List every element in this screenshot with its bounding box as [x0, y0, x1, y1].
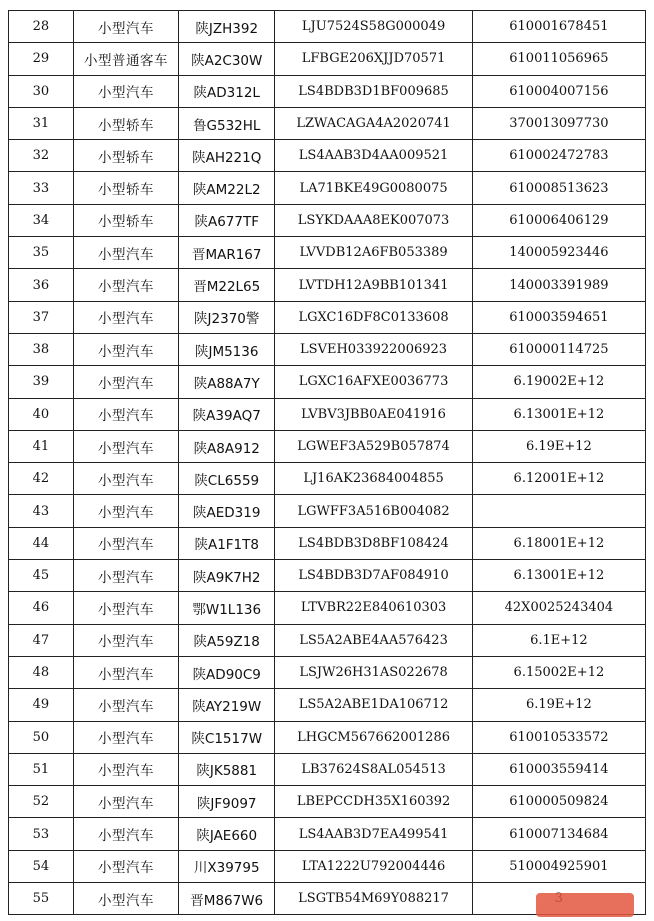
plate-number-cell: 陕A1F1T8 — [179, 527, 275, 559]
vin-cell: LS5A2ABE4AA576423 — [275, 624, 472, 656]
vehicle-type-cell: 小型汽车 — [73, 818, 178, 850]
plate-number-cell: 陕A677TF — [179, 204, 275, 236]
plate-number-cell: 陕AD90C9 — [179, 656, 275, 688]
table-row — [9, 495, 646, 527]
table-row — [9, 430, 646, 462]
table-row — [9, 463, 646, 495]
row-number-cell: 34 — [9, 204, 74, 236]
row-number-cell: 51 — [9, 753, 74, 785]
id-number-cell: 610003559414 — [472, 753, 645, 785]
id-number-cell: 610003594651 — [472, 301, 645, 333]
vin-cell: LA71BKE49G0080075 — [275, 172, 472, 204]
vehicle-type-cell: 小型轿车 — [73, 204, 178, 236]
plate-number-cell: 陕A88A7Y — [179, 366, 275, 398]
row-number-cell: 45 — [9, 560, 74, 592]
row-number-cell: 44 — [9, 527, 74, 559]
vehicle-type-cell: 小型汽车 — [73, 753, 178, 785]
table-row — [9, 721, 646, 753]
row-number-cell: 30 — [9, 75, 74, 107]
plate-number-cell: 陕JF9097 — [179, 786, 275, 818]
vin-cell: LS4BDB3D7AF084910 — [275, 560, 472, 592]
table-row — [9, 560, 646, 592]
table-row — [9, 204, 646, 236]
table-row — [9, 301, 646, 333]
row-number-cell: 53 — [9, 818, 74, 850]
vehicle-type-cell: 小型轿车 — [73, 140, 178, 172]
plate-number-cell: 陕AH221Q — [179, 140, 275, 172]
row-number-cell: 50 — [9, 721, 74, 753]
table-row — [9, 689, 646, 721]
row-number-cell: 52 — [9, 786, 74, 818]
id-number-cell: 610006406129 — [472, 204, 645, 236]
vin-cell: LBEPCCDH35X160392 — [275, 786, 472, 818]
vehicle-type-cell: 小型汽车 — [73, 237, 178, 269]
id-number-cell: 6.19002E+12 — [472, 366, 645, 398]
id-number-cell: 6.1E+12 — [472, 624, 645, 656]
table-row — [9, 850, 646, 882]
id-number-cell: 610002472783 — [472, 140, 645, 172]
plate-number-cell: 陕JK5881 — [179, 753, 275, 785]
vin-cell: LGXC16AFXE0036773 — [275, 366, 472, 398]
vehicle-type-cell: 小型汽车 — [73, 398, 178, 430]
id-number-cell: 6.18001E+12 — [472, 527, 645, 559]
id-number-cell: 140005923446 — [472, 237, 645, 269]
vehicle-type-cell: 小型汽车 — [73, 527, 178, 559]
row-number-cell: 43 — [9, 495, 74, 527]
vin-cell: LGWFF3A516B004082 — [275, 495, 472, 527]
id-number-cell: 6.19E+12 — [472, 689, 645, 721]
table-row — [9, 786, 646, 818]
vehicle-type-cell: 小型汽车 — [73, 333, 178, 365]
id-number-cell: 510004925901 — [472, 850, 645, 882]
plate-number-cell: 陕J2370警 — [179, 301, 275, 333]
vehicle-type-cell: 小型普通客车 — [73, 43, 178, 75]
vehicle-type-cell: 小型汽车 — [73, 850, 178, 882]
table-row — [9, 237, 646, 269]
vin-cell: LGXC16DF8C0133608 — [275, 301, 472, 333]
table-row — [9, 140, 646, 172]
vehicle-type-cell: 小型汽车 — [73, 883, 178, 915]
table-row — [9, 75, 646, 107]
row-number-cell: 31 — [9, 107, 74, 139]
table-row — [9, 592, 646, 624]
vin-cell: LS4AAB3D7EA499541 — [275, 818, 472, 850]
plate-number-cell: 陕A9K7H2 — [179, 560, 275, 592]
vin-cell: LVVDB12A6FB053389 — [275, 237, 472, 269]
vehicle-type-cell: 小型汽车 — [73, 689, 178, 721]
vehicle-type-cell: 小型汽车 — [73, 463, 178, 495]
table-row — [9, 818, 646, 850]
row-number-cell: 55 — [9, 883, 74, 915]
id-number-cell: 6.12001E+12 — [472, 463, 645, 495]
vin-cell: LS4BDB3D1BF009685 — [275, 75, 472, 107]
plate-number-cell: 川X39795 — [179, 850, 275, 882]
table-row — [9, 107, 646, 139]
table-row — [9, 269, 646, 301]
id-number-cell: 610004007156 — [472, 75, 645, 107]
plate-number-cell: 陕JM5136 — [179, 333, 275, 365]
table-row — [9, 11, 646, 43]
vehicle-table — [8, 10, 646, 915]
plate-number-cell: 鲁G532HL — [179, 107, 275, 139]
row-number-cell: 35 — [9, 237, 74, 269]
vin-cell: LJ16AK23684004855 — [275, 463, 472, 495]
vehicle-type-cell: 小型汽车 — [73, 75, 178, 107]
id-number-cell: 6.13001E+12 — [472, 560, 645, 592]
vin-cell: LFBGE206XJJD70571 — [275, 43, 472, 75]
plate-number-cell: 鄂W1L136 — [179, 592, 275, 624]
row-number-cell: 40 — [9, 398, 74, 430]
plate-number-cell: 晋MAR167 — [179, 237, 275, 269]
id-number-cell: 6.15002E+12 — [472, 656, 645, 688]
vin-cell: LSJW26H31AS022678 — [275, 656, 472, 688]
vin-cell: LTVBR22E840610303 — [275, 592, 472, 624]
row-number-cell: 46 — [9, 592, 74, 624]
vehicle-type-cell: 小型汽车 — [73, 430, 178, 462]
table-row — [9, 333, 646, 365]
site-watermark-logo — [536, 893, 634, 917]
vin-cell: LVBV3JBB0AE041916 — [275, 398, 472, 430]
vehicle-type-cell: 小型汽车 — [73, 624, 178, 656]
row-number-cell: 54 — [9, 850, 74, 882]
vehicle-type-cell: 小型汽车 — [73, 560, 178, 592]
table-row — [9, 527, 646, 559]
id-number-cell: 610007134684 — [472, 818, 645, 850]
plate-number-cell: 陕A39AQ7 — [179, 398, 275, 430]
vin-cell: LS4BDB3D8BF108424 — [275, 527, 472, 559]
table-row — [9, 398, 646, 430]
table-row — [9, 366, 646, 398]
plate-number-cell: 陕A8A912 — [179, 430, 275, 462]
row-number-cell: 39 — [9, 366, 74, 398]
id-number-cell: 610008513623 — [472, 172, 645, 204]
id-number-cell: 610011056965 — [472, 43, 645, 75]
row-number-cell: 36 — [9, 269, 74, 301]
table-row — [9, 624, 646, 656]
id-number-cell: 370013097730 — [472, 107, 645, 139]
vin-cell: LTA1222U792004446 — [275, 850, 472, 882]
plate-number-cell: 陕AD312L — [179, 75, 275, 107]
vehicle-type-cell: 小型轿车 — [73, 172, 178, 204]
row-number-cell: 28 — [9, 11, 74, 43]
vin-cell: LHGCM567662001286 — [275, 721, 472, 753]
vehicle-type-cell: 小型汽车 — [73, 656, 178, 688]
row-number-cell: 33 — [9, 172, 74, 204]
vin-cell: LSVEH033922006923 — [275, 333, 472, 365]
plate-number-cell: 陕C1517W — [179, 721, 275, 753]
vehicle-type-cell: 小型汽车 — [73, 269, 178, 301]
row-number-cell: 41 — [9, 430, 74, 462]
vin-cell: LS4AAB3D4AA009521 — [275, 140, 472, 172]
vin-cell: LSYKDAAA8EK007073 — [275, 204, 472, 236]
id-number-cell: 140003391989 — [472, 269, 645, 301]
plate-number-cell: 陕JZH392 — [179, 11, 275, 43]
id-number-cell: 610000114725 — [472, 333, 645, 365]
row-number-cell: 32 — [9, 140, 74, 172]
plate-number-cell: 陕A2C30W — [179, 43, 275, 75]
vehicle-type-cell: 小型汽车 — [73, 495, 178, 527]
id-number-cell: 6.19E+12 — [472, 430, 645, 462]
id-number-cell: 610000509824 — [472, 786, 645, 818]
vin-cell: LGWEF3A529B057874 — [275, 430, 472, 462]
row-number-cell: 42 — [9, 463, 74, 495]
table-row — [9, 43, 646, 75]
table-row — [9, 656, 646, 688]
id-number-cell: 6.13001E+12 — [472, 398, 645, 430]
vin-cell: LZWACAGA4A2020741 — [275, 107, 472, 139]
vin-cell: LJU7524S58G000049 — [275, 11, 472, 43]
row-number-cell: 48 — [9, 656, 74, 688]
vin-cell: LS5A2ABE1DA106712 — [275, 689, 472, 721]
table-row — [9, 753, 646, 785]
vin-cell: LSGTB54M69Y088217 — [275, 883, 472, 915]
vehicle-type-cell: 小型汽车 — [73, 11, 178, 43]
id-number-cell: 42X0025243404 — [472, 592, 645, 624]
row-number-cell: 38 — [9, 333, 74, 365]
plate-number-cell: 陕CL6559 — [179, 463, 275, 495]
plate-number-cell: 陕JAE660 — [179, 818, 275, 850]
table-row — [9, 172, 646, 204]
id-number-cell: 610001678451 — [472, 11, 645, 43]
vehicle-table-body — [9, 11, 646, 915]
row-number-cell: 49 — [9, 689, 74, 721]
vin-cell: LB37624S8AL054513 — [275, 753, 472, 785]
plate-number-cell: 晋M22L65 — [179, 269, 275, 301]
vehicle-type-cell: 小型汽车 — [73, 301, 178, 333]
row-number-cell: 37 — [9, 301, 74, 333]
vehicle-type-cell: 小型轿车 — [73, 107, 178, 139]
plate-number-cell: 陕AED319 — [179, 495, 275, 527]
vehicle-type-cell: 小型汽车 — [73, 592, 178, 624]
plate-number-cell: 陕AY219W — [179, 689, 275, 721]
id-number-cell — [472, 495, 645, 527]
row-number-cell: 47 — [9, 624, 74, 656]
plate-number-cell: 晋M867W6 — [179, 883, 275, 915]
vin-cell: LVTDH12A9BB101341 — [275, 269, 472, 301]
vehicle-type-cell: 小型汽车 — [73, 786, 178, 818]
plate-number-cell: 陕A59Z18 — [179, 624, 275, 656]
vehicle-type-cell: 小型汽车 — [73, 721, 178, 753]
row-number-cell: 29 — [9, 43, 74, 75]
plate-number-cell: 陕AM22L2 — [179, 172, 275, 204]
id-number-cell: 610010533572 — [472, 721, 645, 753]
vehicle-type-cell: 小型汽车 — [73, 366, 178, 398]
